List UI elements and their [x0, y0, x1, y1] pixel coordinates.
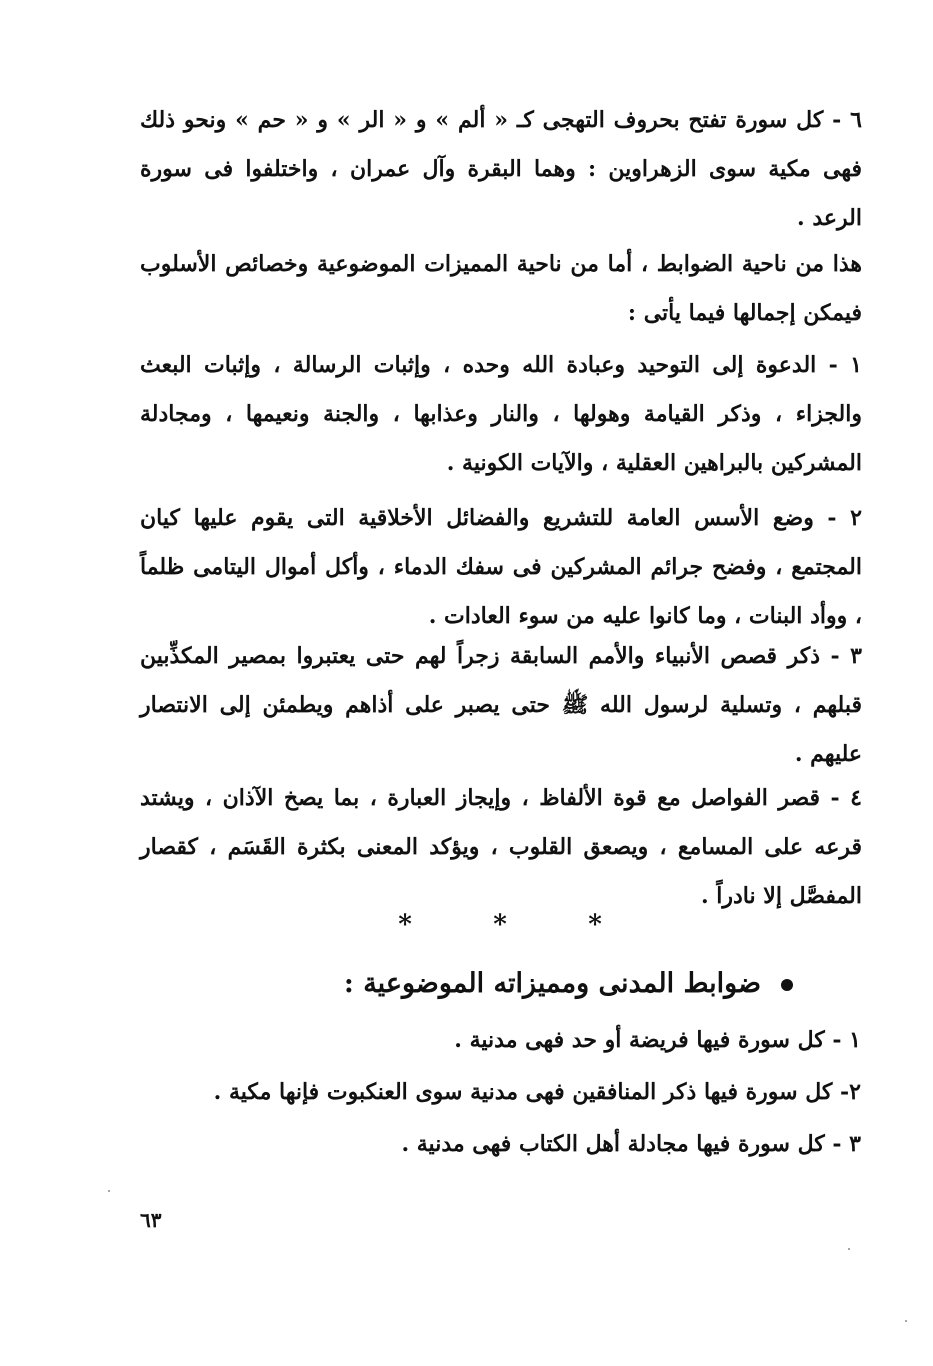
- scan-speck: [108, 1190, 110, 1192]
- scan-speck: [848, 1248, 850, 1250]
- medinan-rule-2: ٢- كل سورة فيها ذكر المنافقين فهى مدنية سوى العنكبوت فإنها مكية .: [213, 1079, 861, 1105]
- paragraph-meccan-rule-6: ٦ - كل سورة تفتح بحروف التهجى كـ « ألم » و « الر » و « حم » ونحو ذلك فهى مكية سوى الزهراوين : وهما البقرة وآل عمران ، واختلفوا فى سورة الرعد .: [140, 107, 862, 231]
- separator-star: *: [588, 910, 602, 940]
- paragraph-meccan-features-intro: هذا من ناحية الضوابط ، أما من ناحية المميزات الموضوعية وخصائص الأسلوب فيمكن إجمالها فيما يأتى :: [140, 251, 862, 326]
- section-separator: [390, 910, 610, 940]
- section-heading-medinan: [344, 962, 793, 1006]
- medinan-rule-3: ٣ - كل سورة فيها مجادلة أهل الكتاب فهى مدنية .: [401, 1131, 861, 1157]
- separator-star: *: [493, 910, 507, 940]
- paragraph-meccan-feature-4: ٤ - قصر الفواصل مع قوة الألفاظ ، وإيجاز العبارة ، بما يصخ الآذان ، ويشتد قرعه على المسامع ، ويصعق القلوب ، ويؤكد المعنى بكثرة القَسَم ، كقصار المفصَّل إلا نادراً .: [140, 785, 862, 909]
- page-number: ٦٣: [140, 1208, 162, 1232]
- medinan-rule-1: ١ - كل سورة فيها فريضة أو حد فهى مدنية .: [454, 1027, 861, 1053]
- paragraph-meccan-feature-2: ٢ - وضع الأسس العامة للتشريع والفضائل الأخلاقية التى يقوم عليها كيان المجتمع ، وفضح جرائم المشركين فى سفك الدماء ، وأكل أموال اليتامى ظلماً ، ووأد البنات ، وما كانوا عليه من سوء العادات .: [140, 505, 862, 629]
- paragraph-meccan-feature-3: ٣ - ذكر قصص الأنبياء والأمم السابقة زجراً لهم حتى يعتبروا بمصير المكذِّبين قبلهم ، وتسلية لرسول الله ﷺ حتى يصبر على أذاهم ويطمئن إلى الانتصار عليهم .: [140, 643, 862, 767]
- section-heading-text: ضوابط المدنى ومميزاته الموضوعية :: [343, 968, 761, 999]
- separator-star: *: [398, 910, 412, 940]
- scan-speck: [905, 1320, 907, 1322]
- bullet-icon: [781, 979, 793, 991]
- paragraph-meccan-feature-1: ١ - الدعوة إلى التوحيد وعبادة الله وحده ، وإثبات الرسالة ، وإثبات البعث والجزاء ، وذكر القيامة وهولها ، والنار وعذابها ، والجنة ونعيمها ، ومجادلة المشركين بالبراهين العقلية ، والآيات الكونية .: [140, 352, 862, 476]
